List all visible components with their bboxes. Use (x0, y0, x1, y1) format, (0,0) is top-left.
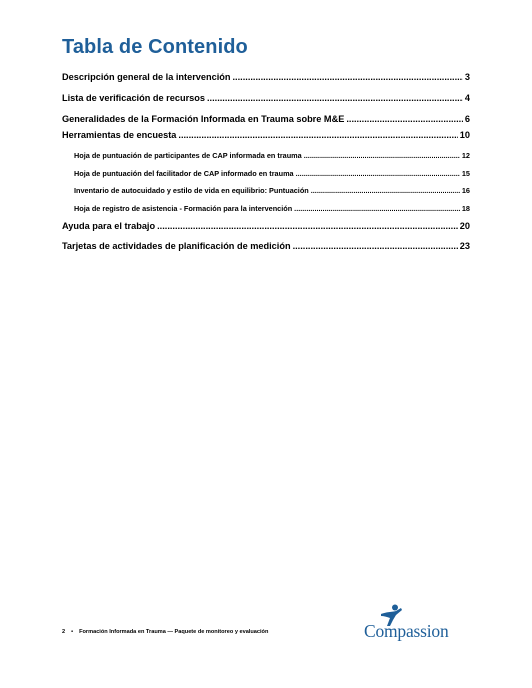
toc-entry-generalidades[interactable] (62, 114, 470, 124)
toc-entry-page: 16 (461, 186, 470, 195)
toc-entry-inventario[interactable] (62, 186, 470, 195)
toc-entry-label: Generalidades de la Formación Informada en Trauma sobre M&E (62, 114, 345, 124)
toc-leader-dots (157, 221, 458, 231)
toc-leader-dots (207, 93, 463, 103)
logo-wordmark: Compassion (364, 621, 449, 641)
toc-entry-page: 18 (461, 204, 470, 213)
toc-entry-label: Tarjetas de actividades de planificación de medición (62, 241, 291, 251)
toc-entry-label: Hoja de registro de asistencia - Formación para la intervención (74, 204, 293, 213)
toc-entry-page: 15 (461, 169, 470, 178)
toc-entry-page: 20 (459, 221, 470, 231)
page-title: Tabla de Contenido (62, 36, 248, 58)
toc-entry-label: Inventario de autocuidado y estilo de vida en equilibrio: Puntuación (74, 186, 309, 195)
toc-entry-herramientas[interactable] (62, 130, 470, 140)
toc-leader-dots (311, 186, 460, 195)
toc-entry-registro-asistencia[interactable] (62, 204, 470, 213)
toc-entry-label: Lista de verificación de recursos (62, 93, 205, 103)
toc-entry-label: Hoja de puntuación del facilitador de CAP informado en trauma (74, 169, 294, 178)
toc-entry-page: 12 (461, 151, 470, 160)
toc-leader-dots (294, 204, 460, 213)
toc-leader-dots (304, 151, 460, 160)
toc-entry-hoja-participantes[interactable] (62, 151, 470, 160)
toc-entry-page: 23 (459, 241, 470, 251)
toc-entry-page: 4 (464, 93, 470, 103)
toc-entry-page: 3 (464, 72, 470, 82)
footer-separator: • (71, 629, 74, 635)
toc-leader-dots (178, 130, 457, 140)
footer-page-number: 2 (62, 629, 66, 635)
toc-leader-dots (296, 169, 460, 178)
toc-entry-descripcion[interactable] (62, 72, 470, 82)
toc-entry-label: Herramientas de encuesta (62, 130, 177, 140)
toc-entry-page: 6 (464, 114, 470, 124)
toc-entry-hoja-facilitador[interactable] (62, 169, 470, 178)
toc-leader-dots (293, 241, 458, 251)
toc-leader-dots (346, 114, 463, 124)
toc-entry-page: 10 (459, 130, 470, 140)
toc-entry-lista[interactable] (62, 93, 470, 103)
toc-entry-tarjetas[interactable] (62, 241, 470, 251)
toc-entry-label: Descripción general de la intervención (62, 72, 231, 82)
toc-entry-ayuda[interactable] (62, 221, 470, 231)
toc-entry-label: Hoja de puntuación de participantes de CAP informada en trauma (74, 151, 302, 160)
compassion-logo (364, 604, 468, 644)
footer-text: Formación Informada en Trauma — Paquete de monitoreo y evaluación (79, 629, 269, 635)
toc-leader-dots (233, 72, 463, 82)
toc-entry-label: Ayuda para el trabajo (62, 221, 156, 231)
page-footer (62, 629, 268, 635)
